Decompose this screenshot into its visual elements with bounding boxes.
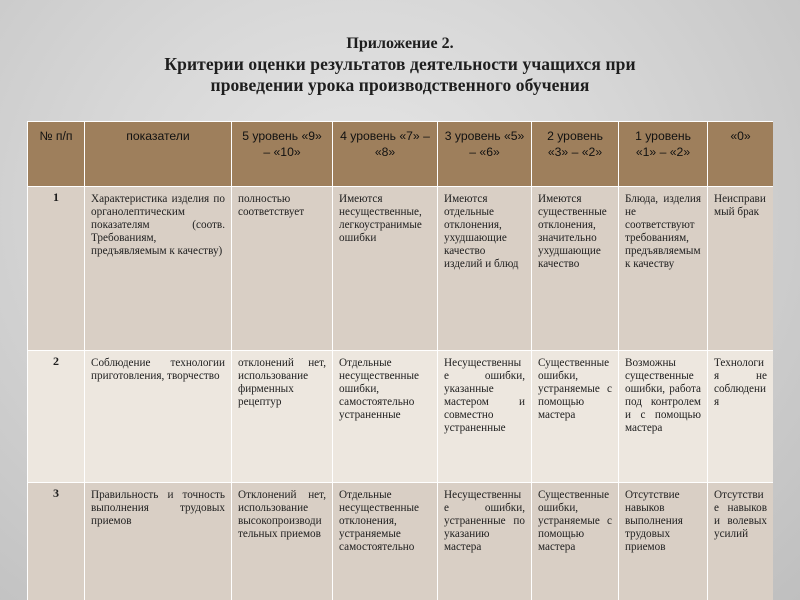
row-number: 3	[28, 483, 85, 600]
level-0-cell: Неисправимый брак	[708, 187, 774, 351]
title-line-1: Критерии оценки результатов деятельности учащихся при	[164, 54, 636, 74]
header-level-3: 3 уровень «5» – «6»	[438, 122, 532, 187]
level-1-cell: Возможны существенные ошибки, работа под контролем и с помощью мастера	[619, 351, 708, 483]
level-5-cell: отклонений нет, использование фирменных рецептур	[232, 351, 333, 483]
header-level-2: 2 уровень «3» – «2»	[532, 122, 619, 187]
level-3-cell: Несущественные ошибки, устраненные по указанию мастера	[438, 483, 532, 600]
title-line-2: проведении урока производственного обучения	[210, 75, 590, 95]
header-level-1: 1 уровень «1» – «2»	[619, 122, 708, 187]
level-4-cell: Имеются несущественные, легкоустранимые ошибки	[333, 187, 438, 351]
level-3-cell: Несущественные ошибки, указанные мастером и совместно устраненные	[438, 351, 532, 483]
level-2-cell: Имеются существенные отклонения, значительно ухудшающие качество	[532, 187, 619, 351]
indicator-cell: Правильность и точность выполнения трудовых приемов	[85, 483, 232, 600]
header-level-0: «0»	[708, 122, 774, 187]
criteria-table	[27, 121, 773, 600]
level-3-cell: Имеются отдельные отклонения, ухудшающие качество изделий и блюд	[438, 187, 532, 351]
criteria-table-container	[27, 121, 773, 600]
table-row	[28, 351, 774, 483]
row-number: 2	[28, 351, 85, 483]
header-number: № п/п	[28, 122, 85, 187]
level-0-cell: Технология не соблюдения	[708, 351, 774, 483]
table-row	[28, 483, 774, 600]
header-level-5: 5 уровень «9» – «10»	[232, 122, 333, 187]
level-5-cell: Отклонений нет, использование высокопроизводительных приемов	[232, 483, 333, 600]
level-2-cell: Существенные ошибки, устраняемые с помощью мастера	[532, 351, 619, 483]
slide-title	[0, 33, 800, 96]
level-1-cell: Блюда, изделия не соответствуют требованиям, предъявляемым к качеству	[619, 187, 708, 351]
level-1-cell: Отсутствие навыков выполнения трудовых приемов	[619, 483, 708, 600]
level-4-cell: Отдельные несущественные ошибки, самостоятельно устраненные	[333, 351, 438, 483]
level-0-cell: Отсутствие навыков и волевых усилий	[708, 483, 774, 600]
header-level-4: 4 уровень «7» – «8»	[333, 122, 438, 187]
indicator-cell: Характеристика изделия по органолептическим показателям (соотв. Требованиям, предъявляемым к качеству)	[85, 187, 232, 351]
header-row	[28, 122, 774, 187]
level-5-cell: полностью соответствует	[232, 187, 333, 351]
indicator-cell: Соблюдение технологии приготовления, творчество	[85, 351, 232, 483]
table-row	[28, 187, 774, 351]
header-indicators: показатели	[85, 122, 232, 187]
level-4-cell: Отдельные несущественные отклонения, устраняемые самостоятельно	[333, 483, 438, 600]
row-number: 1	[28, 187, 85, 351]
level-2-cell: Существенные ошибки, устраняемые с помощью мастера	[532, 483, 619, 600]
appendix-label: Приложение 2.	[346, 35, 454, 52]
